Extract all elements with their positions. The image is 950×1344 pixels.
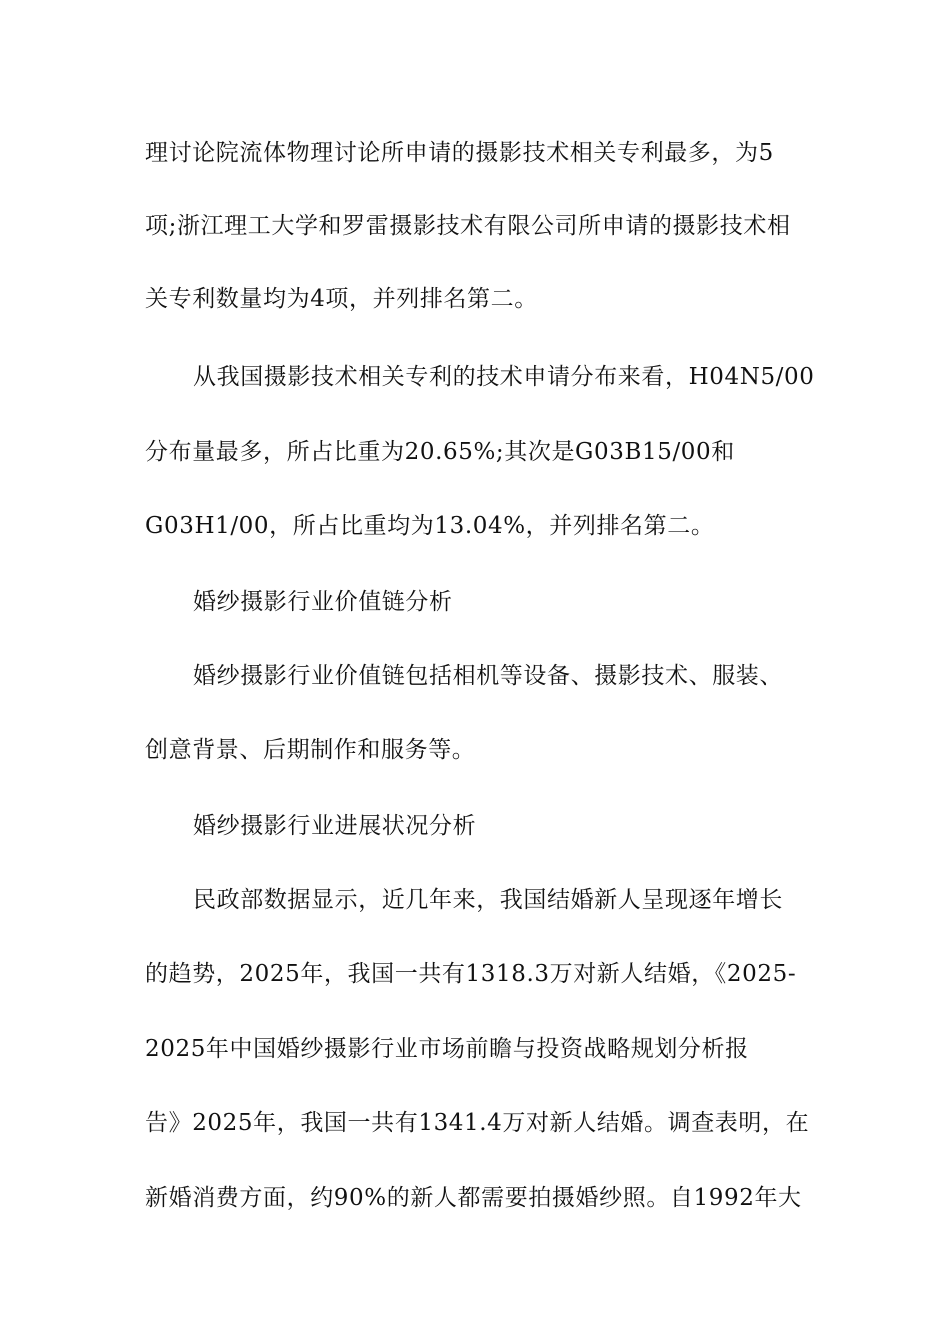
- text-line: G03H1/00，所占比重均为13.04%，并列排名第二。: [145, 513, 715, 539]
- paragraph-first-line: 民政部数据显示，近几年来，我国结婚新人呈现逐年增长: [193, 887, 783, 913]
- text-line: 理讨论院流体物理讨论所申请的摄影技术相关专利最多，为5: [145, 140, 774, 166]
- text-line: 的趋势，2025年，我国一共有1318.3万对新人结婚，《2025-: [145, 961, 797, 987]
- section-heading: 婚纱摄影行业进展状况分析: [193, 813, 477, 839]
- section-heading: 婚纱摄影行业价值链分析: [193, 589, 453, 615]
- paragraph-first-line: 从我国摄影技术相关专利的技术申请分布来看，H04N5/00: [193, 364, 815, 390]
- text-line: 关专利数量均为4项，并列排名第二。: [145, 286, 538, 312]
- text-line: 新婚消费方面，约90%的新人都需要拍摄婚纱照。自1992年大: [145, 1185, 802, 1211]
- text-line: 项;浙江理工大学和罗雷摄影技术有限公司所申请的摄影技术相: [145, 213, 791, 239]
- text-line: 告》2025年，我国一共有1341.4万对新人结婚。调查表明，在: [145, 1110, 810, 1136]
- text-line: 创意背景、后期制作和服务等。: [145, 737, 476, 763]
- text-line: 分布量最多，所占比重为20.65%;其次是G03B15/00和: [145, 439, 735, 465]
- paragraph-first-line: 婚纱摄影行业价值链包括相机等设备、摄影技术、服装、: [193, 663, 783, 689]
- text-line: 2025年中国婚纱摄影行业市场前瞻与投资战略规划分析报: [145, 1036, 749, 1062]
